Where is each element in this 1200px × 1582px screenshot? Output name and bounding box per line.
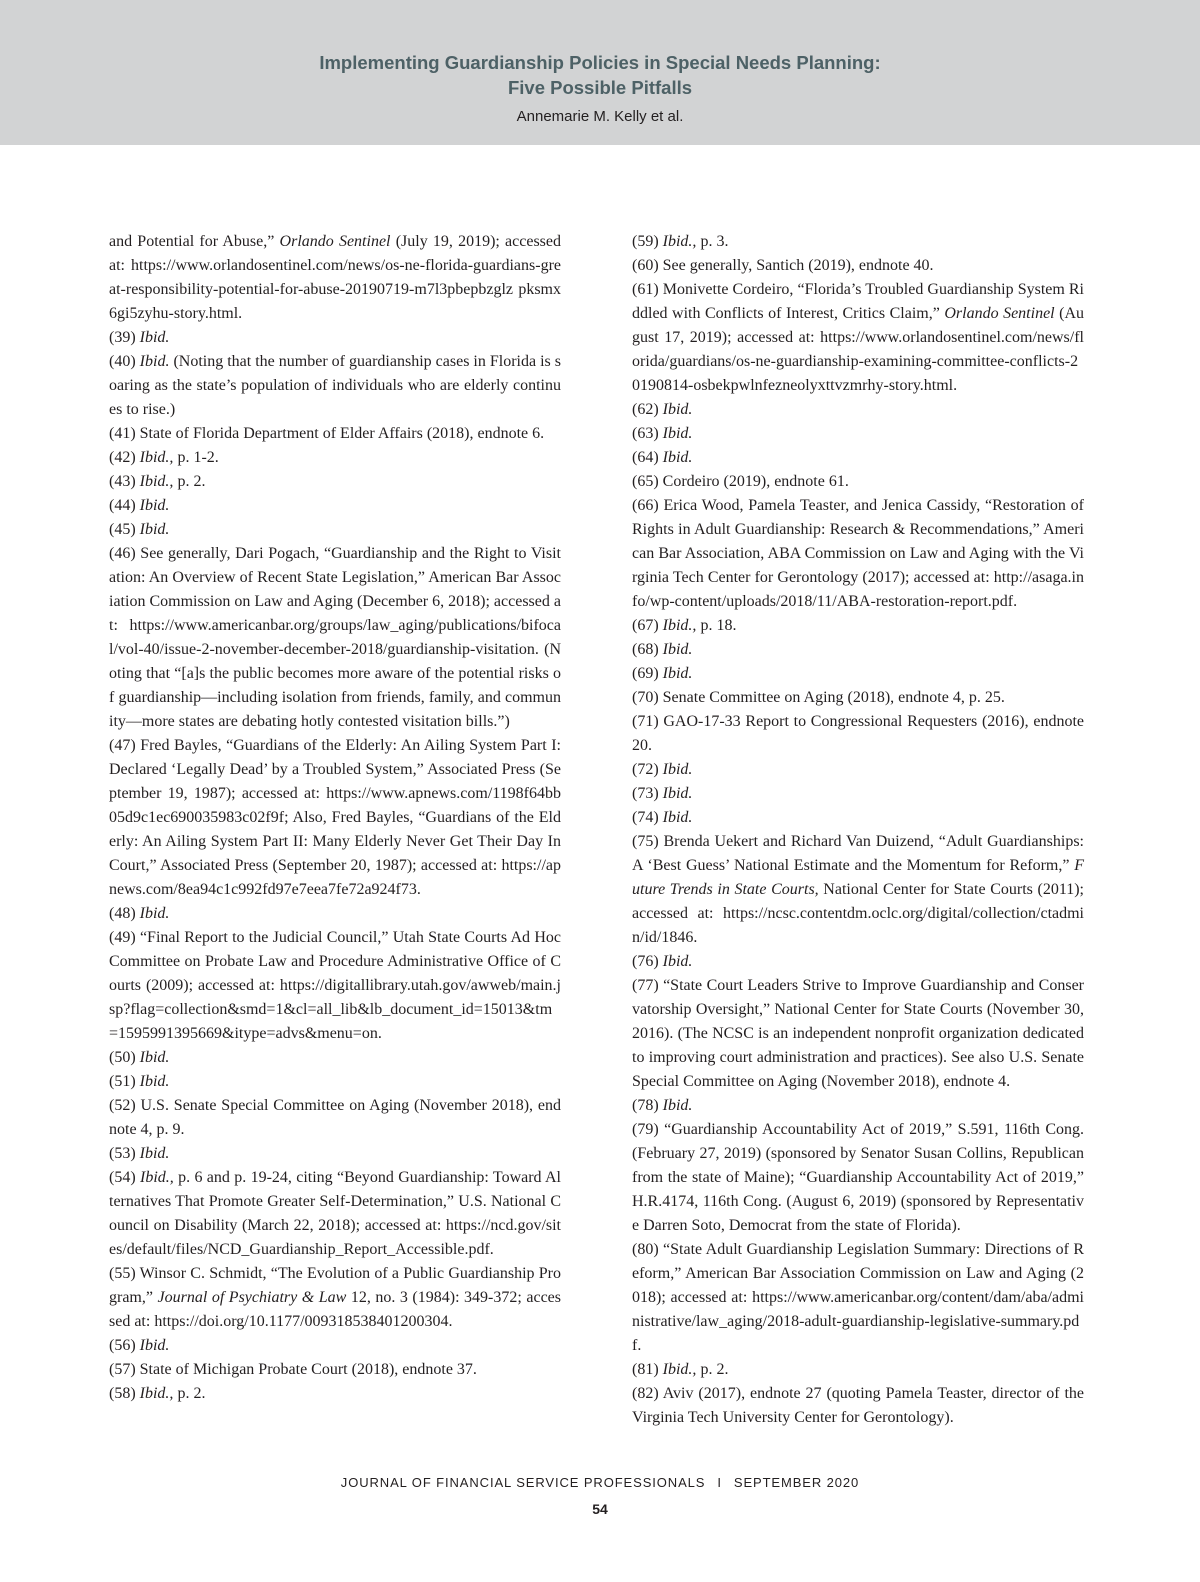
endnote-52: (52) U.S. Senate Special Committee on Aging (November 2018), endnote 4, p. 9. [109,1097,561,1138]
endnote-48: (48) Ibid. [109,905,170,922]
endnote-73: (73) Ibid. [632,785,693,802]
endnote-59: (59) Ibid., p. 3. [632,233,729,250]
endnote-71: (71) GAO-17-33 Report to Congressional Requesters (2016), endnote 20. [632,713,1084,754]
journal-name: JOURNAL OF FINANCIAL SERVICE PROFESSIONALS [340,1475,706,1490]
endnote-72: (72) Ibid. [632,761,693,778]
article-title-line-1: Implementing Guardianship Policies in Special Needs Planning: [319,52,881,73]
footer-separator: I [717,1475,722,1490]
endnote-66: (66) Erica Wood, Pamela Teaster, and Jenica Cassidy, “Restoration of Rights in Adult Guardianship: Research & Recommendations,” American Bar Association, ABA Commission on Law and Aging with the Virginia Tech Center for Gerontology (2017); accessed at: http://asaga.info/wp-content/uploads/2018/11/ABA-restoration-report.pdf. [632,497,1084,610]
endnote-42: (42) Ibid., p. 1-2. [109,449,219,466]
endnote-39: (39) Ibid. [109,329,170,346]
endnote-82: (82) Aviv (2017), endnote 27 (quoting Pamela Teaster, director of the Virginia Tech University Center for Gerontology). [632,1385,1084,1426]
endnote-50: (50) Ibid. [109,1049,170,1066]
endnote-51: (51) Ibid. [109,1073,170,1090]
endnote-44: (44) Ibid. [109,497,170,514]
endnote-60: (60) See generally, Santich (2019), endnote 40. [632,257,934,274]
endnotes-column-right [632,230,1084,1430]
endnote-76: (76) Ibid. [632,953,693,970]
endnote-54: (54) Ibid., p. 6 and p. 19-24, citing “Beyond Guardianship: Toward Alternatives That Promote Greater Self-Determination,” U.S. National Council on Disability (March 22, 2018); accessed at: https://ncd.gov/sites/default/files/NCD_Guardianship_Report_Accessible.pdf. [109,1169,562,1258]
page-number: 54 [592,1501,608,1517]
issue-date: SEPTEMBER 2020 [733,1475,860,1490]
endnote-64: (64) Ibid. [632,449,693,466]
article-author: Annemarie M. Kelly et al. [516,108,684,125]
endnote-45: (45) Ibid. [109,521,170,538]
endnote-56: (56) Ibid. [109,1337,170,1354]
endnote-38-continued: and Potential for Abuse,” Orlando Sentinel (July 19, 2019); accessed at: https://www.orlandosentinel.com/news/os-ne-florida-guardians-great-responsibility-potential-for-abuse-20190719-m7l3pbepbzglz pksmx6gi5zyhu-story.html. [109,233,562,322]
endnote-63: (63) Ibid. [632,425,693,442]
endnote-40: (40) Ibid. (Noting that the number of guardianship cases in Florida is soaring as the state’s population of individuals who are elderly continues to rise.) [109,353,562,418]
endnote-65: (65) Cordeiro (2019), endnote 61. [632,473,849,490]
endnote-79: (79) “Guardianship Accountability Act of 2019,” S.591, 116th Cong. (February 27, 2019) (sponsored by Senator Susan Collins, Republican from the state of Maine); “Guardianship Accountability Act of 2019,” H.R.4174, 116th Cong. (August 6, 2019) (sponsored by Representative Darren Soto, Democrat from the state of Florida). [632,1121,1084,1234]
endnote-81: (81) Ibid., p. 2. [632,1361,729,1378]
endnote-62: (62) Ibid. [632,401,693,418]
page-footer [0,1474,1200,1492]
endnote-49: (49) “Final Report to the Judicial Council,” Utah State Courts Ad Hoc Committee on Probate Law and Procedure Administrative Office of Courts (2009); accessed at: https://digitallibrary.utah.gov/awweb/main.jsp?flag=collection&smd=1&cl=all_lib&lb_document_id=15013&tm=1595991395669&itype=advs&menu=on. [109,929,561,1042]
endnote-57: (57) State of Michigan Probate Court (2018), endnote 37. [109,1361,477,1378]
article-title-line-2: Five Possible Pitfalls [507,77,693,98]
endnote-41: (41) State of Florida Department of Elder Affairs (2018), endnote 6. [109,425,545,442]
endnote-61: (61) Monivette Cordeiro, “Florida’s Troubled Guardianship System Riddled with Conflicts of Interest, Critics Claim,” Orlando Sentinel (August 17, 2019); accessed at: https://www.orlandosentinel.com/news/florida/guardians/os-ne-guardianship-examining-committee-conflicts-20190814-osbekpwlnfezneolyxttvzmrhy-story.html. [632,281,1084,394]
endnote-43: (43) Ibid., p. 2. [109,473,206,490]
endnote-53: (53) Ibid. [109,1145,170,1162]
endnote-77: (77) “State Court Leaders Strive to Improve Guardianship and Conservatorship Oversight,” National Center for State Courts (November 30, 2016). (The NCSC is an independent nonprofit organization dedicated to improving court administration and practices). See also U.S. Senate Special Committee on Aging (November 2018), endnote 4. [632,977,1084,1090]
endnote-75: (75) Brenda Uekert and Richard Van Duizend, “Adult Guardianships: A ‘Best Guess’ National Estimate and the Momentum for Reform,” Future Trends in State Courts, National Center for State Courts (2011); accessed at: https://ncsc.contentdm.oclc.org/digital/collection/ctadmin/id/1846. [632,833,1084,946]
endnote-70: (70) Senate Committee on Aging (2018), endnote 4, p. 25. [632,689,1005,706]
endnote-67: (67) Ibid., p. 18. [632,617,737,634]
endnote-74: (74) Ibid. [632,809,693,826]
endnote-78: (78) Ibid. [632,1097,693,1114]
endnote-46: (46) See generally, Dari Pogach, “Guardianship and the Right to Visitation: An Overview of Recent State Legislation,” American Bar Association Commission on Law and Aging (December 6, 2018); accessed at: https://www.americanbar.org/groups/law_aging/publications/bifocal/vol-40/issue-2-november-december-2018/guardianship-visitation. (Noting that “[a]s the public becomes more aware of the potential risks of guardianship—including isolation from friends, family, and community—more states are debating hotly contested visitation bills.”) [109,545,561,730]
endnote-80: (80) “State Adult Guardianship Legislation Summary: Directions of Reform,” American Bar Association Commission on Law and Aging (2018); accessed at: https://www.americanbar.org/content/dam/aba/administrative/law_aging/2018-adult-guardianship-legislative-summary.pdf. [632,1241,1084,1354]
endnote-55: (55) Winsor C. Schmidt, “The Evolution of a Public Guardianship Program,” Journal of Psychiatry & Law 12, no. 3 (1984): 349-372; accessed at: https://doi.org/10.1177/009318538401200304. [109,1265,561,1330]
endnotes-column-left [109,230,561,1406]
header-band [0,0,1200,145]
endnote-58: (58) Ibid., p. 2. [109,1385,206,1402]
endnote-69: (69) Ibid. [632,665,693,682]
endnote-47: (47) Fred Bayles, “Guardians of the Elderly: An Ailing System Part I: Declared ‘Legally Dead’ by a Troubled System,” Associated Press (September 19, 1987); accessed at: https://www.apnews.com/1198f64bb 05d9c1ec690035983c02f9f; Also, Fred Bayles, “Guardians of the Elderly: An Ailing System Part II: Many Elderly Never Get Their Day In Court,” Associated Press (September 20, 1987); accessed at: https://apnews.com/8ea94c1c992fd97e7eea7fe72a924f73. [109,737,561,898]
article-title [0,50,1200,100]
endnote-68: (68) Ibid. [632,641,693,658]
